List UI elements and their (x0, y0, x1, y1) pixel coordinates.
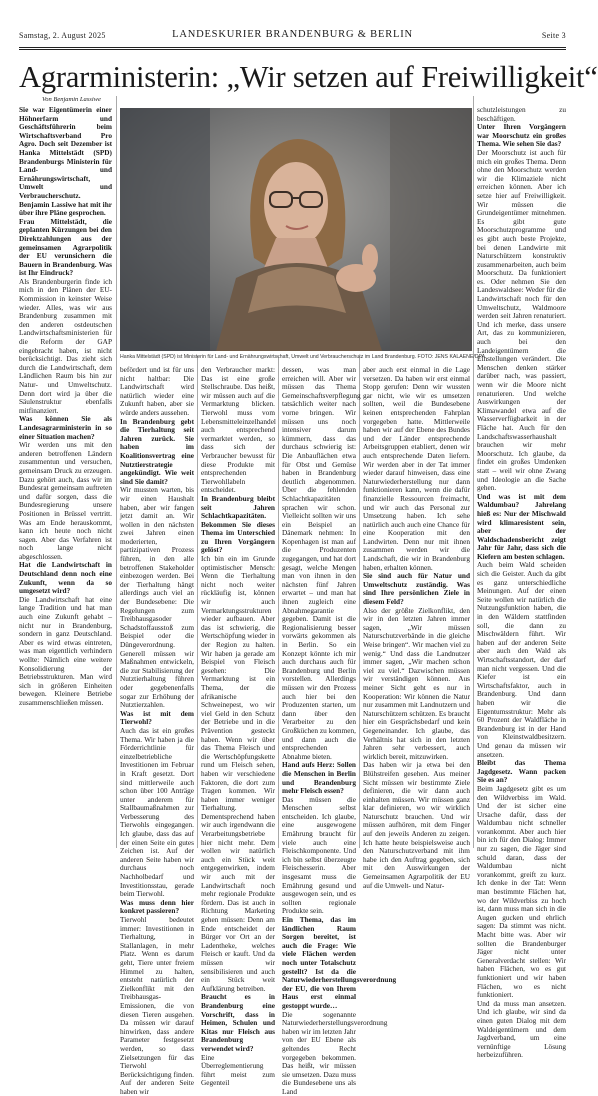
question-paragraph: In Brandenburg bleibt seit Jahren Schlachtkapazitäten. Bekommen Sie dieses Thema im Unterschied zu Ihren Vorgängern gelöst? (201, 493, 275, 555)
answer-paragraph: Beim Jagdgesetz gibt es um den Wildverbiss im Wald. Und der ist sicher eine Ursache dafür, dass der Waldumbau nicht schneller vorankommt. Aber auch hier bin ich für den Dialog: Immer nur zu sagen, die Jäger sind schuld daran, dass der Waldumbau nicht vorankommt, greift zu kurz. Ich denke in der Tat: Wenn man bestimmte Flächen hat, wo der Wildverbiss zu hoch ist, dann muss man sich in die Augen gucken und ehrlich sagen: Da stimmt was nicht. Macht bitte was. Aber wir sollten die Brandenburger Jäger nicht unter Generalverdacht stellen: Wir haben Flächen, wo es gut funktioniert und wir haben Flächen, wo es nicht funktioniert. (477, 783, 566, 1000)
answer-paragraph: Wir werden uns mit den anderen betroffenen Ländern zusammentun und versuchen, gemeinsam Druck zu erzeugen. Dazu gehört auch, dass wir im Bundesrat gemeinsam auftreten und dafür sorgen, dass die Bundesregierung unsere Positionen in Brüssel vertritt. Was am Ende herauskommt, kann ich heute noch nicht sagen. Aber das Verfahren ist noch lange nicht abgeschlossen. (19, 440, 112, 561)
answer-paragraph: aber auch erst einmal in die Lage versetzen. Da haben wir erst einmal Stopp gerufen: Denn wir wussten gar nicht, wie wir es umsetzen sollten, weil die Bundesebene keinen entsprechenden Fahrplan vorgegeben hatte. Mittlerweile haben wir auf der Ebene des Bundes und der Länder entsprechende Arbeitsgruppen etabliert, denen wir auch entsprechende Daten liefern. Wir werden aber in der Tat immer wieder darauf hinweisen, dass eine Naturwiederherstellung nur dann funktionieren kann, wenn die dafür finanzielle Ressourcen freimacht, und wir auch das Personal zur Umsetzung haben. Ich sehe natürlich auch auch eine Chance für eine Kooperation mit den Landwirten. Denn nur mit ihnen zusammen werden wir die Landschaft, die wir in Brandenburg haben, erhalten können. (363, 365, 470, 572)
text-column-5 (363, 365, 470, 890)
answer-paragraph: schutzleistungen zu beschäftigen. (477, 105, 566, 123)
masthead-rule-double (19, 49, 566, 50)
question-paragraph: Und was ist mit dem Waldumbau? Jahrelang hieß es: Nur der Mischwald wird klimaresistent sein, aber der Waldschadensbericht zeigt Jahr für Jahr, dass sich die Kiefern am besten schlagen. (477, 491, 566, 561)
answer-paragraph: befördert und ist für uns nicht haltbar: Die Landwirtschaft wird natürlich wieder eine Zukunft haben, aber sie würde anders aussehen. (120, 365, 194, 417)
question-paragraph: In Brandenburg gebt die Tierhaltung seit Jahren zurück. Sie haben im Koalitionsvertrag eine Nutztierstrategie angekündigt. Wie weit sind Sie damit? (120, 416, 194, 486)
question-paragraph: Hat die Landwirtschaft in Deutschland denn noch eine Zukunft, wenn da so umgesetzt wird? (19, 560, 112, 596)
answer-paragraph: Die sogenannte Naturwiederherstellungsverordnung haben wir im letzten Jahr von der EU Ebene als geltendes Recht vorgegeben bekommen. Das heißt, wir müssen sie umsetzen. Dazu muss die Bundesebene uns als Land (282, 1009, 388, 1096)
text-column-2 (120, 365, 194, 1096)
answer-paragraph: dessen, was man erreichen will. Aber wir müssen das Thema Gemeinschaftsverpflegung tatsächlich weiter nach vorne bringen. Wir müssen uns noch intensiver darum kümmern, dass das durchaus schwierig ist: Die Anbauflächen etwa für Obst und Gemüse haben in Brandenburg deutlich abgenommen. Über die fehlenden Schlachtkapazitäten sprachen wir schon. Vielleicht sollten wir uns ein Beispiel an Dänemark nehmen: In Kopenhagen ist man auf die Produzenten zugegangen, und hat dort gesagt, welche Mengen man von ihnen in den nächsten fünf Jahren erwartet – und man hat ihnen zugleich eine Abnahmegarantie gegeben. Damit ist die Regionalisierung besser vorwärts gekommen als in Berlin. So ein Konzept könnte ich mir auch durchaus auch für Brandenburg und Berlin vorstellen. Allerdings müssen wir den Prozess auch hier bei den Produzenten starten, um dann über den Verarbeiter zu den Großküchen zu kommen, und dann auch die entsprechenden Abnahme bieten. (282, 365, 361, 761)
column-rule (197, 356, 198, 848)
question-paragraph: Was muss denn hier konkret passieren? (120, 897, 194, 916)
text-column-3 (201, 365, 276, 1088)
text-column-4 (282, 365, 397, 1096)
question-paragraph: Was können Sie als Landesagrarministerin in so einer Situation machen? (19, 414, 112, 441)
text-column-6 (477, 105, 566, 1060)
question-paragraph: Sie sind auch für Natur und Umweltschutz zuständig. Was sind Ihre persönlichen Ziele in diesem Feld? (363, 571, 470, 607)
issue-date: Samstag, 2. August 2025 (19, 31, 106, 40)
masthead (19, 29, 566, 43)
column-rule (359, 356, 360, 848)
page-number: Seite 3 (541, 31, 566, 40)
question-paragraph: Braucht es in Brandenburg eine Vorschrift, dass in Heimen, Schulen und Kitas nur Fleisch aus Brandenburg verwendet wird? (201, 992, 275, 1053)
column-rule (473, 96, 474, 848)
answer-paragraph: Das haben wir ja etwa bei den Blühstreifen gesehen. Aus meiner Sicht müssen wir bestimmte Ziele definieren, die wir dann auch einhalten müssen. Wir müssen ganz klar definieren, wo wir wirklich Naturschutz brauchen. Und wir müssen aufhören, mit dem Finger auf den jeweils Anderen zu zeigen. Ich hatte heute beispielsweise auch den Naturschutzverband mit ihm habe ich den Auftrag gegeben, sich mit den Auswirkungen der Gemeinsamen Agrarpolitik der EU auf die Umwelt- und Natur- (363, 760, 470, 890)
question-paragraph: Ein Thema, das im ländlichen Raum Sorgen bereitet, ist auch die Frage: Wie viele Flächen werden noch unter Totalschutz gestellt? Ist da die Naturwiederherstellungsverordnung der EU, die von Ihrem Haus erst einmal gestoppt wurde… (282, 915, 397, 1010)
answer-paragraph: den Verbraucher markt: Das ist eine große Stellschraube. Das heißt, wir müssen auch auf die Vermarktung blicken. Tierwohl muss vom Lebensmitteleinzelhandel auch entsprechend vermarktet werden, so dass sich der Verbraucher bewusst für diese Produkte mit entsprechenden Tierwohllabeln entscheidet. (201, 365, 276, 495)
column-rule (116, 96, 117, 848)
portrait-illustration (120, 108, 472, 351)
answer-paragraph: Auch das ist ein großes Thema. Wir haben ja die Förderrichtlinie für einzelbetriebliche Investitionen im Februar in Kraft gesetzt. Dort sind mittlerweile auch schon über 100 Anträge unter anderem für Stallbaumaßnahmen zur Verbesserung des Tierwohls eingegangen. Ich glaube, dass das auf der einen Seite ein gutes Zeichen ist. Auf der anderen Seite haben wir durchaus noch Nachholbedarf und Investitionsstau, gerade beim Tierwohl. (120, 725, 194, 899)
answer-paragraph: Die Landwirtschaft hat eine lange Tradition und hat man auch eine Zukunft gehabt – nicht nur in Brandenburg, sondern in ganz Deutschland. Aber es wird etwas eintreten, was man eigentlich verhindern wollte: Nämlich eine weitere Konsolidierung der Betriebsstrukturen. Man wird sich in größeren Einheiten bewegen. Kleinere Betriebe zusammenschließen müssen. (19, 594, 112, 707)
text-column-1 (19, 106, 112, 848)
answer-paragraph: Auch beim Wald scheiden sich die Geister. Auch da gibt es ganz unterschiedliche Meinungen. Auf der einen Seite wollen wir natürlich die Nutzungsfunktion haben, die in den Wäldern stattfinden soll, die dann zu Mischwäldern führt. Wir haben auf der anderen Seite aber auch den Wald als Wirtschaftsstandort, der darf man nicht vergessen. Und die Kiefer ist ein Wirtschaftsfaktor, auch in Brandenburg. Und dann haben wir die Eigentumsstruktur: Mehr als 60 Prozent der Waldfläche in Brandenburg ist in der Hand von Kleinstwaldbesitzern. Und genau da müssen wir ansetzen. (477, 560, 566, 759)
column-rule (278, 356, 279, 848)
question-paragraph: Hand aufs Herz: Sollen die Menschen in Berlin und Brandenburg mehr Fleisch essen? (282, 760, 356, 796)
masthead-rule (19, 47, 566, 48)
answer-paragraph: Das müssen die Menschen selbst entscheiden. Ich glaube, eine ausgewogene Ernährung braucht für viele auch eine Fleischkomponente. Und ich bin selbst überzeugte Fleischesserin. Aber insgesamt muss die Ernährung gesund und ausgewogen sein, und es sollten regionale Produkte sein. (282, 794, 356, 916)
answer-paragraph: Ich bin ein im Grunde optimistischer Mensch: Wenn die Tierhaltung nicht noch weiter rückläufig ist, können wir auch Vermarktungsstrukturen wieder aufbauen. Aber das ist schwierig, die Wertschöpfung wieder in der Region zu halten. Wir haben ja gerade am Beispiel von Fleisch gesehen: Die Vermarktung ist ein Thema, der die afrikanische Schweinepest, wo wir viel Geld in den Schutz der Betriebe und in die Prävention gesteckt haben. Wenn wir über das Thema Fleisch und die Wertschöpfungskette rund um Fleisch sehen, haben wir verschiedene Faktoren, die dort zum Tragen kommen. Wir haben immer weniger Tierhaltung. (201, 554, 275, 813)
byline: Von Benjamin Lassiwe (42, 96, 101, 103)
answer-paragraph: Der Moorschutz ist auch für mich ein großes Thema. Denn ohne den Moorschutz werden wir die Klimaziele nicht erreichen können. Aber ich setze hier auf Freiwilligkeit. Wir müssen die Grundeigentümer mitnehmen. Es gibt gute Moorschutzprogramme und es gibt auch beste Projekte, bei denen Landwirte mit Naturschützern konstruktiv zusammenarbeiten, auch beim Moorschutz. Da funktioniert es. Oder nehmen Sie den Landeswaldsee: Weder für die Landwirtschaft noch für den Umweltschutz, Waldmoore werden seit Jahren renaturiert. Und ich merke, dass unsere Art, das zu kommunizieren, auch bei den Landeigentümern die Einstellungen verändert. Die Menschen denken stärker darüber nach, was passiert, wenn wir die Moore nicht renaturieren. Und welche Auswirkungen der Klimawandel etwa auf die Wasserverfügbarkeit in der Fläche hat. Auch für den Landschaftswasserhaushalt brauchen wir mehr Moorschutz. Ich glaube, da findet ein großes Umdenken statt – weil wir ohne Zwang und Ideologie an die Sache gehen. (477, 147, 566, 493)
headline: Agrarministerin: „Wir setzen auf Freiwilligkeit“ (19, 60, 598, 94)
question-paragraph: Sie war Eigentümerin einer Höhnerfarm und Geschäftsführerin beim Wirtschaftsverband Pro Agro. Doch seit Dezember ist Hanka Mittelstädt (SPD) Brandenburgs Ministerin für Land- und Ernährungswirtschaft, Umwelt und Verbraucherschutz. Benjamin Lassiwe hat mit ihr über ihre Pläne gesprochen. (19, 105, 112, 218)
answer-paragraph: Also der größte Zielkonflikt, den wir in den letzten Jahren immer sagen, „Wir müssen Naturschutzverbände in die gleiche Weise bringen“. Wir machen viel zu wenig.“ Und dass die Landnutzer immer sagen, „Wir machen schon viel zu viel.“ Dazwischen müssen wir verständigen können. Aus meiner Sicht geht es nur in Kooperation: Wir können die Natur nur zusammen mit Landnutzern und Naturschützern schützen. Es braucht hier ein Gesprächsbedarf und kein Gegeneinander. Ich glaube, das Verhältnis hat sich in den letzten Jahren sehr verbessert, auch wirklich bereit, mitzuwirken. (363, 605, 470, 761)
answer-paragraph: Als Brandenburgerin finde ich mich in den Plänen der EU-Kommission in keinster Weise wieder. Alles, was wir aus Brandenburg zusammen mit den anderen ostdeutschen Landwirtschaftsministerien für die Reform der GAP eingebracht haben, ist nicht berücksichtigt. Das zieht sich durch die Landwirtschaft, dem Ländlichen Raum bis hin zur Natur- und Umweltschutz. Denn dort wird ja über die Säulenstruktur ebenfalls mitfinanziert. (19, 276, 112, 415)
answer-paragraph: Und da muss man ansetzen. Und ich glaube, wir sind da einen guten Dialog mit dem Waldeigentümern und dem Jagdverband, um eine vernünftige Lösung herbeizuführen. (477, 998, 566, 1060)
answer-paragraph: Eine Überreglementierung führt meist zum Gegenteil (201, 1052, 275, 1088)
question-paragraph: Unter Ihren Vorgängern war Moorschutz ein großes Thema. Wie sehen Sie das? (477, 122, 566, 149)
newspaper-name: LANDESKURIER BRANDENBURG & BERLIN (172, 29, 413, 40)
answer-paragraph: Wir mussten warten, bis wir einen Haushalt haben, aber wir fangen jetzt damit an. Wir wollen in den nächsten zwei Jahren einen moderierten, partizipativen Prozess führen, in den alle betroffenen Stakeholder einbezogen werden. Bei der Tierhaltung hängt allerdings auch viel an der Bundesebene: Die Regelungen zum Treibhausgasoder Schadstoffausstoß zum Beispiel oder die Düngeverordnung. Generell müssen wir Maßnahmen entwickeln, die zur Stabilisierung der Nutztierhaltung führen oder gegebenenfalls sogar zur Erhöhung der Nutztierzahlen. (120, 485, 194, 710)
question-paragraph: Was ist mit dem Tierwohl? (120, 708, 194, 727)
question-paragraph: Frau Mittelstädt, die geplanten Kürzungen bei den Direktzahlungen aus der gemeinsamen Agrarpolitik der EU verunsichern die Bauern in Brandenburg. Was ist Ihr Eindruck? (19, 216, 112, 278)
photo-caption: Hanka Mittelstädt (SPD) ist Ministerin für Land- und Ernährungswirtschaft, Umwelt und Verbraucherschutz im Land Brandenburg. FOTO: JENS KALAENE/DPA (120, 354, 486, 360)
article-photo (120, 108, 472, 351)
answer-paragraph: Dementsprechend haben wir auch irgendwann die Verarbeitungsbetriebe hier nicht mehr. Dem wollen wir natürlich auch ein Stück weit entgegenwirken, indem wir auch mit der Landwirtschaft noch mehr regionale Produkte fördern. Das ist auch in Richtung Marketing gehen müssen: Denn am Ende entscheidet der Bürger vor Ort an der Ladentheke, welches Fleisch er kauft. Und da müssen wir sensibilisieren und auch ein Stück weit Aufklärung betreiben. (201, 811, 275, 993)
answer-paragraph: Tierwohl bedeutet immer: Investitionen in Tierhaltung, in Stallanlagen, in mehr Platz. Wenn es darum geht, Tiere unter freiem Himmel zu halten, entsteht natürlich der Zielkonflikt mit den Treibhausgas-Emissionen, die von diesen Tieren ausgehen. Da müssen wir darauf hinwirken, dass andere Parameter festgesetzt werden, so dass Zielsetzungen für das Tierwohl Berücksichtigung finden. Auf der anderen Seite haben wir (120, 915, 194, 1096)
question-paragraph: Bleibt das Thema Jagdgesetz. Wann packen Sie es an? (477, 758, 566, 785)
